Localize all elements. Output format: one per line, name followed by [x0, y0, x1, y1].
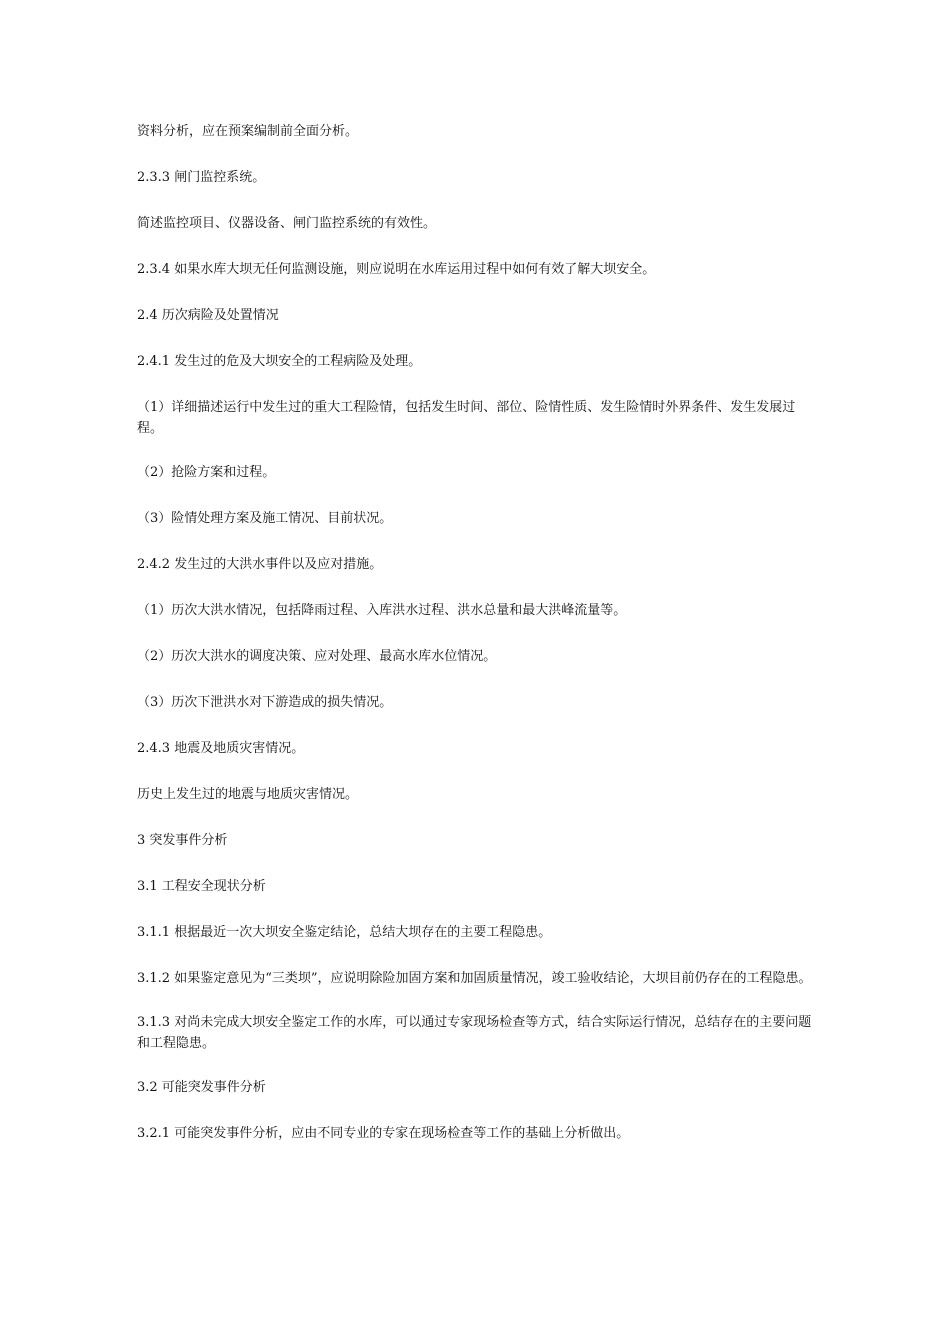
list-item: （1）详细描述运行中发生过的重大工程险情，包括发生时间、部位、险情性质、发生险情时外界条件、发生发展过程。 — [137, 400, 796, 436]
section-heading: 2.4.3 地震及地质灾害情况。 — [137, 741, 305, 756]
document-body — [137, 121, 817, 1169]
section-heading: 2.3.3 闸门监控系统。 — [137, 170, 266, 185]
list-item: （2）抢险方案和过程。 — [137, 465, 276, 480]
list-item: （1）历次大洪水情况，包括降雨过程、入库洪水过程、洪水总量和最大洪峰流量等。 — [137, 603, 627, 618]
section-heading: 3.1.2 如果鉴定意见为“三类坝”，应说明除险加固方案和加固质量情况，竣工验收结论，大坝目前仍存在的工程隐患。 — [137, 971, 812, 986]
section-heading: 3.1.1 根据最近一次大坝安全鉴定结论，总结大坝存在的主要工程隐患。 — [137, 925, 552, 940]
section-heading: 2.4.1 发生过的危及大坝安全的工程病险及处理。 — [137, 354, 422, 369]
paragraph: 历史上发生过的地震与地质灾害情况。 — [137, 787, 359, 802]
section-heading: 2.4.2 发生过的大洪水事件以及应对措施。 — [137, 557, 383, 572]
chapter-heading: 3 突发事件分析 — [137, 833, 228, 848]
list-item: （3）历次下泄洪水对下游造成的损失情况。 — [137, 695, 393, 710]
paragraph: 简述监控项目、仪器设备、闸门监控系统的有效性。 — [137, 216, 437, 231]
paragraph: 资料分析，应在预案编制前全面分析。 — [137, 124, 359, 139]
section-heading: 3.2 可能突发事件分析 — [137, 1080, 266, 1095]
section-heading: 3.2.1 可能突发事件分析，应由不同专业的专家在现场检查等工作的基础上分析做出。 — [137, 1126, 630, 1141]
list-item: （3）险情处理方案及施工情况、目前状况。 — [137, 511, 393, 526]
section-heading: 2.4 历次病险及处置情况 — [137, 308, 279, 323]
section-heading: 3.1.3 对尚未完成大坝安全鉴定工作的水库，可以通过专家现场检查等方式，结合实际运行情况，总结存在的主要问题和工程隐患。 — [137, 1015, 812, 1051]
section-heading: 3.1 工程安全现状分析 — [137, 879, 266, 894]
list-item: （2）历次大洪水的调度决策、应对处理、最高水库水位情况。 — [137, 649, 497, 664]
section-heading: 2.3.4 如果水库大坝无任何监测设施，则应说明在水库运用过程中如何有效了解大坝安全。 — [137, 262, 656, 277]
